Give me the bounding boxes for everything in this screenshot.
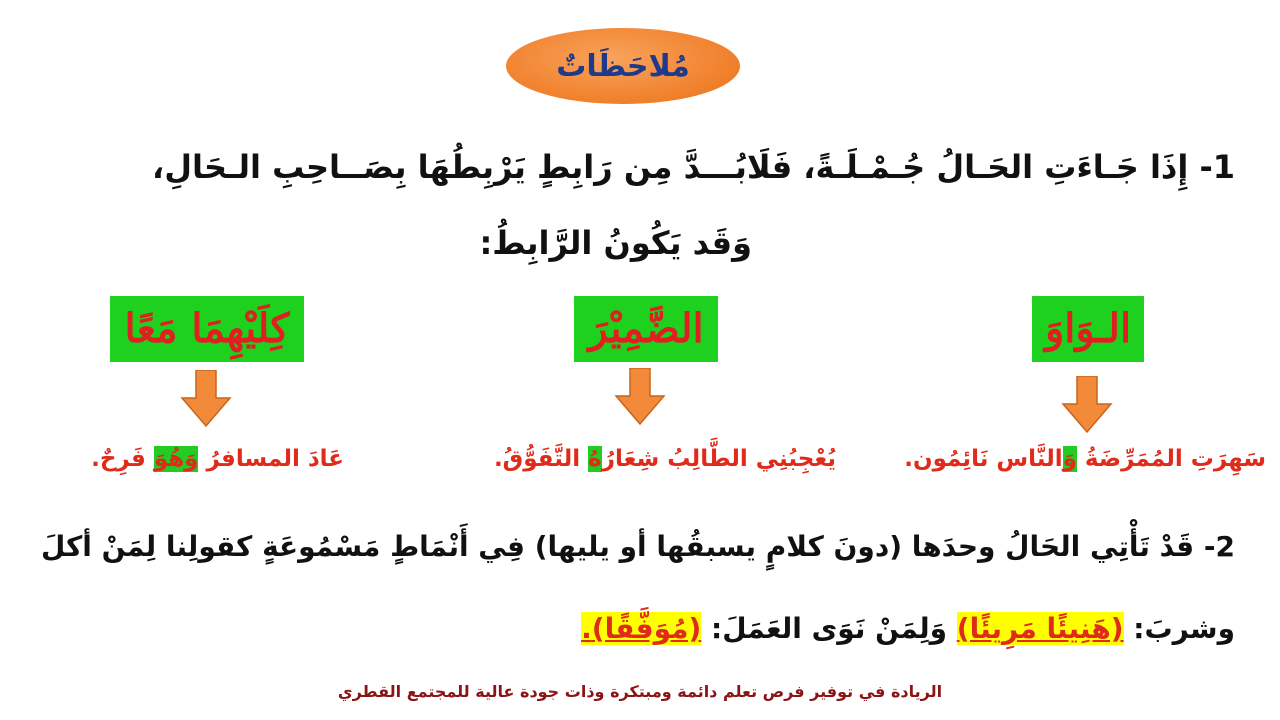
rule-2-highlight-1: (هَنِيئًا مَرِيئًا)	[956, 612, 1124, 645]
example-pronoun-highlight: هُ	[588, 446, 602, 472]
down-arrow-icon	[180, 370, 232, 428]
example-waw-before: سَهِرَتِ المُمَرِّضَةُ	[1076, 446, 1266, 472]
example-waw-highlight: وَ	[1062, 446, 1077, 472]
example-pronoun-after: التَّفَوُّقُ.	[493, 446, 589, 472]
rule-1-line-2: وَقَد يَكُونُ الرَّابِطُ:	[479, 224, 752, 262]
example-waw	[904, 446, 1266, 472]
example-waw-after: النَّاس نَائِمُون.	[904, 446, 1063, 472]
example-both-after: فَرِحٌ.	[91, 446, 154, 472]
example-pronoun-before: يُعْجِبُنِي الطَّالِبُ شِعَارُ	[601, 446, 836, 472]
category-pronoun: الضَّمِيْرَ	[574, 296, 718, 362]
rule-1-line-1: 1- إِذَا جَـاءَتِ الحَـالُ جُـمْـلَـةً، فَلَابُـــدَّ مِن رَابِطٍ يَرْبِطُهَا بِصَــاحِبِ الـحَالِ،	[152, 148, 1235, 186]
rule-2-start: وشربَ:	[1123, 612, 1235, 645]
example-both	[91, 446, 344, 472]
footer-slogan: الريادة في توفير فرص تعلم دائمة ومبتكرة وذات جودة عالية للمجتمع القطري	[337, 682, 943, 701]
rule-2-line-2	[581, 612, 1235, 645]
title-badge	[506, 28, 740, 104]
category-waw: الـوَاوَ	[1032, 296, 1144, 362]
example-pronoun	[494, 446, 836, 472]
page-title: مُلاحَظَاتٌ	[556, 48, 690, 84]
rule-2-highlight-2: (مُوَفَّقًا)	[591, 612, 702, 645]
rule-2-end: .	[581, 612, 592, 645]
example-both-highlight: وَهُوَ	[153, 446, 199, 472]
rule-2-mid: وَلِمَنْ نَوَى العَمَلَ:	[701, 612, 957, 645]
down-arrow-icon	[614, 368, 666, 426]
example-both-before: عَادَ المسافرُ	[198, 446, 344, 472]
category-both: كِلَيْهِمَا مَعًا	[110, 296, 304, 362]
down-arrow-icon	[1061, 376, 1113, 434]
rule-2-line-1: 2- قَدْ تَأْتِي الحَالُ وحدَها (دونَ كلامٍ يسبقُها أو يليها) فِي أَنْمَاطٍ مَسْمُوعَةٍ كقولِنا لِمَنْ أكلَ	[41, 530, 1235, 563]
